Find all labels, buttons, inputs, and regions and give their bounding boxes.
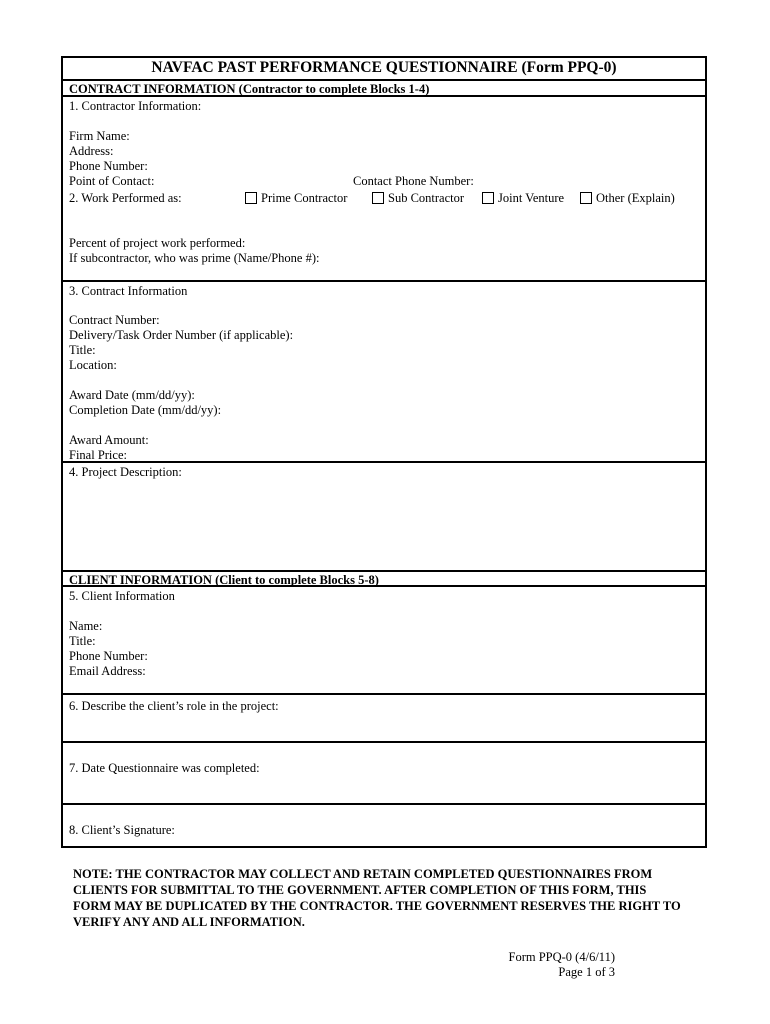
form-id: Form PPQ-0 (4/6/11)	[508, 950, 615, 964]
block-4-project-description[interactable]	[63, 461, 705, 571]
block-6-client-role[interactable]	[63, 693, 705, 743]
note-line: NOTE: THE CONTRACTOR MAY COLLECT AND RETAIN COMPLETED QUESTIONNAIRES FROM	[73, 867, 653, 881]
contact-phone-field[interactable]: Contact Phone Number:	[353, 174, 474, 188]
sub-contractor-checkbox[interactable]	[372, 192, 384, 204]
block-4-heading: 4. Project Description:	[69, 465, 182, 479]
client-title-field[interactable]: Title:	[69, 634, 96, 648]
block-1-heading: 1. Contractor Information:	[69, 99, 202, 113]
client-name-field[interactable]: Name:	[69, 619, 103, 633]
contract-info-header: CONTRACT INFORMATION (Contractor to complete Blocks 1-4)	[69, 82, 430, 96]
final-price-field[interactable]: Final Price:	[69, 448, 127, 462]
block-2-work-performed	[63, 189, 705, 279]
joint-venture-label: Joint Venture	[498, 191, 565, 205]
location-field[interactable]: Location:	[69, 358, 117, 372]
block-5-client-info	[63, 585, 705, 694]
block-2-heading: 2. Work Performed as:	[69, 191, 182, 205]
block-3-contract-info	[63, 280, 705, 463]
questionnaire-form	[61, 56, 707, 848]
task-order-field[interactable]: Delivery/Task Order Number (if applicable):	[69, 328, 294, 342]
award-date-field[interactable]: Award Date (mm/dd/yy):	[69, 388, 195, 402]
block-7-heading: 7. Date Questionnaire was completed:	[69, 761, 260, 775]
sub-contractor-label: Sub Contractor	[388, 191, 465, 205]
client-info-header: CLIENT INFORMATION (Client to complete Blocks 5-8)	[69, 573, 379, 587]
note-line: FORM MAY BE DUPLICATED BY THE CONTRACTOR. THE GOVERNMENT RESERVES THE RIGHT TO	[73, 899, 681, 913]
completion-date-field[interactable]: Completion Date (mm/dd/yy):	[69, 403, 222, 417]
note-line: VERIFY ANY AND ALL INFORMATION.	[73, 915, 305, 929]
phone-number-field[interactable]: Phone Number:	[69, 159, 148, 173]
block-6-heading: 6. Describe the client’s role in the project:	[69, 699, 279, 713]
other-explain-label: Other (Explain)	[596, 191, 675, 205]
block-5-heading: 5. Client Information	[69, 589, 175, 603]
block-8-signature[interactable]	[63, 803, 705, 848]
block-8-heading: 8. Client’s Signature:	[69, 823, 175, 837]
contract-number-field[interactable]: Contract Number:	[69, 313, 160, 327]
firm-name-field[interactable]: Firm Name:	[69, 129, 130, 143]
other-explain-checkbox[interactable]	[580, 192, 592, 204]
award-amount-field[interactable]: Award Amount:	[69, 433, 149, 447]
client-phone-field[interactable]: Phone Number:	[69, 649, 148, 663]
percent-work-field[interactable]: Percent of project work performed:	[69, 236, 246, 250]
address-field[interactable]: Address:	[69, 144, 114, 158]
client-email-field[interactable]: Email Address:	[69, 664, 146, 678]
note-paragraph	[73, 866, 703, 930]
contract-title-field[interactable]: Title:	[69, 343, 96, 357]
block-3-heading: 3. Contract Information	[69, 284, 188, 298]
form-title-row	[63, 58, 705, 80]
point-of-contact-field[interactable]: Point of Contact:	[69, 174, 155, 188]
joint-venture-checkbox[interactable]	[482, 192, 494, 204]
block-1-contractor-info	[63, 95, 705, 192]
prime-contractor-name-field[interactable]: If subcontractor, who was prime (Name/Phone #):	[69, 251, 320, 265]
note-line: CLIENTS FOR SUBMITTAL TO THE GOVERNMENT. AFTER COMPLETION OF THIS FORM, THIS	[73, 883, 647, 897]
block-7-date-completed[interactable]	[63, 741, 705, 805]
prime-contractor-checkbox[interactable]	[245, 192, 257, 204]
form-title: NAVFAC PAST PERFORMANCE QUESTIONNAIRE (Form PPQ-0)	[151, 59, 617, 76]
prime-contractor-label: Prime Contractor	[261, 191, 348, 205]
page-number: Page 1 of 3	[558, 965, 615, 979]
